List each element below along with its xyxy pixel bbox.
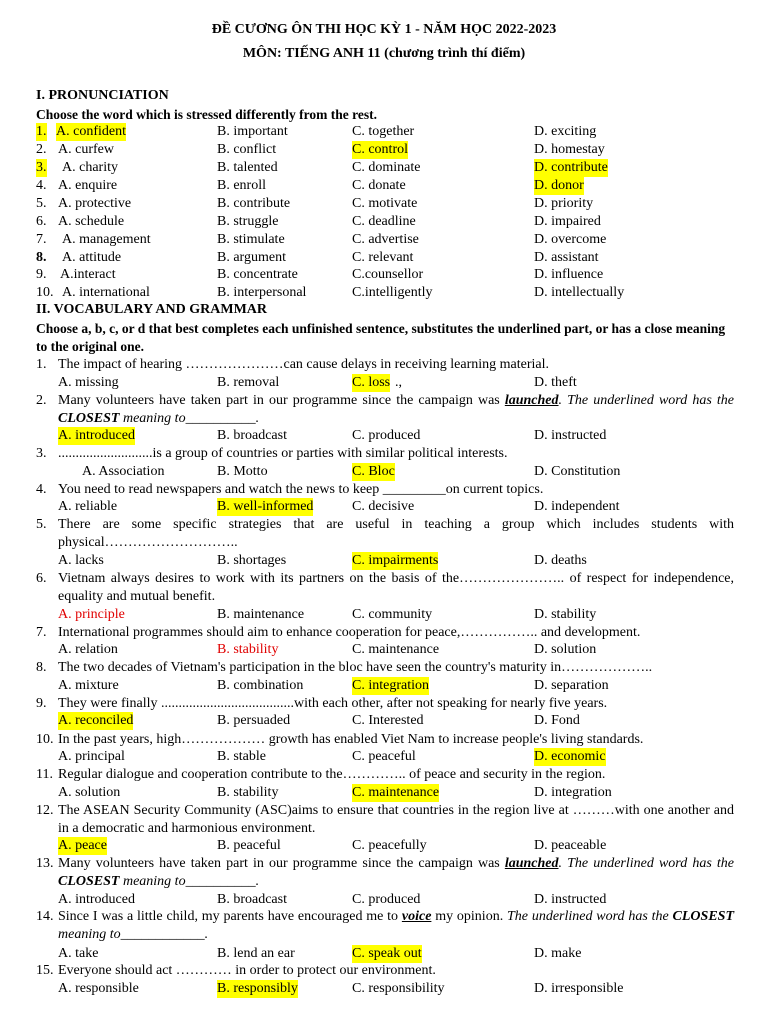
- option-b: B. important: [217, 124, 288, 139]
- option-a: A. reconciled: [58, 713, 134, 728]
- option-c: C. peacefully: [352, 838, 427, 853]
- option-b: B. struggle: [217, 214, 279, 229]
- option-d: D. solution: [534, 642, 597, 657]
- section-heading: II. VOCABULARY AND GRAMMAR: [36, 302, 268, 317]
- document-subtitle: MÔN: TIẾNG ANH 11 (chương trình thí điểm): [242, 46, 526, 61]
- options-row: [0, 677, 768, 695]
- question-text: You need to read newspapers and watch the news to keep _________on current topics.: [58, 482, 544, 497]
- option-d: D. stability: [534, 607, 597, 622]
- option-c: C. decisive: [352, 499, 415, 514]
- option-a: A. international: [62, 285, 150, 300]
- option-b: B. shortages: [217, 553, 287, 568]
- pron-row: [0, 177, 768, 195]
- question-text: The two decades of Vietnam's participation in the bloc have seen the country's maturity in………………..: [58, 660, 653, 675]
- question-text: . The underlined word has the: [558, 856, 734, 871]
- underlined-word: launched: [504, 856, 559, 871]
- option-c: C. peaceful: [352, 749, 416, 764]
- question-text: Regular dialogue and cooperation contribute to the………….. of peace and security in the region.: [58, 767, 606, 782]
- option-c: C. motivate: [352, 196, 418, 211]
- question-emphasis: CLOSEST: [58, 411, 120, 426]
- option-a: A. take: [58, 946, 99, 961]
- section-instruction: Choose the word which is stressed differently from the rest.: [36, 107, 377, 122]
- options-row: [0, 552, 768, 570]
- option-d: D. overcome: [534, 232, 607, 247]
- question-text: ...........................is a group of countries or parties with similar political interests.: [58, 446, 508, 461]
- option-a: A. curfew: [58, 142, 114, 157]
- option-a: A. introduced: [58, 892, 135, 907]
- option-c: C. donate: [352, 178, 406, 193]
- option-a: A. peace: [58, 838, 107, 853]
- options-row: [0, 784, 768, 802]
- option-b: B. conflict: [217, 142, 277, 157]
- option-b: B. stable: [217, 749, 266, 764]
- option-c: C.counsellor: [352, 267, 424, 282]
- option-b: B. maintenance: [217, 607, 305, 622]
- section-instruction: Choose a, b, c, or d that best completes each unfinished sentence, substitutes the underlined part, or has a close meaning to the original one.: [36, 321, 726, 354]
- question: [36, 392, 734, 428]
- question-number: 15.: [36, 963, 54, 978]
- question: [36, 731, 734, 749]
- question-text: my opinion.: [431, 909, 508, 924]
- option-c: C.intelligently: [352, 285, 433, 300]
- option-d: D. assistant: [534, 250, 599, 265]
- option-a: A. reliable: [58, 499, 118, 514]
- options-row: [0, 427, 768, 445]
- question-number: 9.: [36, 696, 47, 711]
- option-a: A. confident: [56, 124, 126, 139]
- option-a: A. responsible: [58, 981, 139, 996]
- question-text: Vietnam always desires to work with its partners on the basis of the………………….. of respect for independence, equality and mutual benefit.: [58, 571, 734, 604]
- question: [36, 445, 734, 463]
- item-number: 8.: [36, 250, 47, 265]
- option-d: D. Fond: [534, 713, 580, 728]
- option-c: C. impairments: [352, 553, 439, 568]
- option-c: C. Bloc: [352, 464, 395, 479]
- options-row: [0, 463, 768, 481]
- item-number: 2.: [36, 142, 47, 157]
- option-a: A. mixture: [58, 678, 119, 693]
- option-d: D. priority: [534, 196, 594, 211]
- option-d: D. instructed: [534, 428, 607, 443]
- option-c: C. loss: [352, 375, 391, 390]
- option-b: B. lend an ear: [217, 946, 295, 961]
- option-b: B. stimulate: [217, 232, 285, 247]
- option-b: B. stability: [217, 642, 279, 657]
- option-c: C. integration: [352, 678, 429, 693]
- option-c: C. community: [352, 607, 433, 622]
- option-d: D. homestay: [534, 142, 605, 157]
- option-b: B. concentrate: [217, 267, 298, 282]
- option-d: D. exciting: [534, 124, 597, 139]
- option-a: A. schedule: [58, 214, 125, 229]
- question-number: 2.: [36, 393, 47, 408]
- option-d: D. impaired: [534, 214, 601, 229]
- option-c: C. Interested: [352, 713, 424, 728]
- document-title: ĐỀ CƯƠNG ÔN THI HỌC KỲ 1 - NĂM HỌC 2022-2023: [211, 22, 557, 37]
- question-text: meaning to____________.: [58, 927, 209, 942]
- option-d: D. deaths: [534, 553, 587, 568]
- question-number: 4.: [36, 482, 47, 497]
- underlined-word: launched: [504, 393, 559, 408]
- question-text: . The underlined word has the: [558, 393, 734, 408]
- question-number: 3.: [36, 446, 47, 461]
- question: [36, 516, 734, 552]
- option-b: B. well-informed: [217, 499, 314, 514]
- question-number: 11.: [36, 767, 53, 782]
- option-c: C. maintenance: [352, 642, 440, 657]
- option-a: A. charity: [62, 160, 118, 175]
- option-b: B. enroll: [217, 178, 266, 193]
- options-row: A. missing B. removal C. loss ., D. theft: [58, 375, 577, 390]
- question-number: 8.: [36, 660, 47, 675]
- question: [36, 962, 734, 980]
- option-b: B. broadcast: [217, 428, 287, 443]
- option-a: A.interact: [60, 267, 116, 282]
- item-number: 10.: [36, 285, 54, 300]
- option-c: C. deadline: [352, 214, 416, 229]
- option-c: C. produced: [352, 428, 421, 443]
- question-text: meaning to__________.: [119, 874, 260, 889]
- question-text: Many volunteers have taken part in our programme since the campaign was: [58, 856, 505, 871]
- option-a: A. solution: [58, 785, 121, 800]
- option-b: B. talented: [217, 160, 278, 175]
- question-number: 6.: [36, 571, 47, 586]
- item-number: 5.: [36, 196, 47, 211]
- option-b: B. argument: [217, 250, 286, 265]
- options-row: [0, 641, 768, 659]
- option-c: C. speak out: [352, 946, 422, 961]
- question: [36, 570, 734, 606]
- pron-row: [0, 213, 768, 231]
- pron-row: [0, 284, 768, 302]
- question-text: There are some specific strategies that are useful in teaching a group which includes students with physical………………………..: [58, 517, 734, 550]
- question: [36, 695, 734, 713]
- option-a: A. lacks: [58, 553, 104, 568]
- question-text: In the past years, high……………… growth has enabled Viet Nam to increase people's living standards.: [58, 732, 644, 747]
- question-text: International programmes should aim to enhance cooperation for peace,…………….. and development.: [58, 625, 641, 640]
- option-d: D. contribute: [534, 160, 608, 175]
- question-text: Since I was a little child, my parents have encouraged me to: [58, 909, 402, 924]
- option-b: B. broadcast: [217, 892, 287, 907]
- question-text: They were finally ......................................with each other, after not speaking for nearly five years.: [58, 696, 608, 711]
- question-text: The ASEAN Security Community (ASC)aims to ensure that countries in the region live at ………with one another and in a democratic and harmonious environment.: [58, 803, 734, 836]
- option-b: B. stability: [217, 785, 279, 800]
- option-c: C. maintenance: [352, 785, 440, 800]
- options-row: [0, 837, 768, 855]
- option-a: A. relation: [58, 642, 118, 657]
- options-row: [0, 606, 768, 624]
- option-d: D. peaceable: [534, 838, 607, 853]
- pron-row: [0, 195, 768, 213]
- options-row: [0, 712, 768, 730]
- option-d: D. Constitution: [534, 464, 621, 479]
- question-number: 5.: [36, 517, 47, 532]
- option-b: B. peaceful: [217, 838, 281, 853]
- question-text: The underlined word has the: [507, 909, 673, 924]
- option-d: D. separation: [534, 678, 609, 693]
- option-c: C. responsibility: [352, 981, 445, 996]
- option-d: D. independent: [534, 499, 620, 514]
- option-b: B. Motto: [217, 464, 268, 479]
- section-heading: I. PRONUNCIATION: [36, 88, 169, 103]
- item-number: 7.: [36, 232, 47, 247]
- question-number: 10.: [36, 732, 54, 747]
- question: [36, 624, 734, 642]
- option-c: C. relevant: [352, 250, 414, 265]
- options-row: [0, 748, 768, 766]
- item-number: 4.: [36, 178, 47, 193]
- option-a: A. Association: [82, 464, 165, 479]
- option-b: B. contribute: [217, 196, 291, 211]
- option-a: A. principal: [58, 749, 125, 764]
- option-d: D. donor: [534, 178, 584, 193]
- question: [36, 802, 734, 838]
- question: [36, 766, 734, 784]
- option-b: B. responsibly: [217, 981, 298, 996]
- option-d: D. influence: [534, 267, 604, 282]
- option-a: A. missing: [58, 375, 119, 390]
- option-c: C. advertise: [352, 232, 419, 247]
- question-text: meaning to__________.: [119, 411, 260, 426]
- pron-row: [0, 123, 768, 141]
- question: [36, 659, 734, 677]
- option-a: A. attitude: [62, 250, 122, 265]
- question-emphasis: CLOSEST: [672, 909, 735, 924]
- options-row: [0, 891, 768, 909]
- question-text: Many volunteers have taken part in our programme since the campaign was: [58, 393, 505, 408]
- option-c: C. control: [352, 142, 408, 157]
- option-a: A. introduced: [58, 428, 135, 443]
- options-row: [0, 498, 768, 516]
- option-a: A. protective: [58, 196, 132, 211]
- question: [36, 908, 734, 944]
- item-number: 3.: [36, 160, 47, 175]
- option-a: A. enquire: [58, 178, 118, 193]
- option-d: D. instructed: [534, 892, 607, 907]
- question-text: Everyone should act ………… in order to protect our environment.: [58, 963, 436, 978]
- option-c: C. dominate: [352, 160, 421, 175]
- underlined-word: voice: [401, 909, 432, 924]
- options-row: [0, 980, 768, 998]
- item-number: 1.: [36, 124, 47, 139]
- option-a: A. principle: [58, 607, 125, 622]
- question: [36, 356, 734, 374]
- pron-row: [0, 141, 768, 159]
- pron-row: [0, 159, 768, 177]
- pron-row: [0, 266, 768, 284]
- option-b: B. persuaded: [217, 713, 291, 728]
- options-row: [0, 945, 768, 963]
- option-b: B. removal: [217, 375, 280, 390]
- option-b: B. interpersonal: [217, 285, 307, 300]
- item-number: 9.: [36, 267, 47, 282]
- question-number: 12.: [36, 803, 54, 818]
- item-number: 6.: [36, 214, 47, 229]
- option-b: B. combination: [217, 678, 304, 693]
- question-text: The impact of hearing …………………can cause delays in receiving learning material.: [58, 357, 549, 372]
- question: [36, 481, 734, 499]
- option-d: D. intellectually: [534, 285, 625, 300]
- question-emphasis: CLOSEST: [58, 874, 120, 889]
- question: [36, 855, 734, 891]
- question-number: 7.: [36, 625, 47, 640]
- question-number: 1.: [36, 357, 47, 372]
- question-number: 13.: [36, 856, 54, 871]
- option-d: D. make: [534, 946, 582, 961]
- option-d: D. economic: [534, 749, 606, 764]
- option-d: D. irresponsible: [534, 981, 624, 996]
- option-c: C. produced: [352, 892, 421, 907]
- pron-row: [0, 249, 768, 267]
- option-d: D. theft: [534, 375, 577, 390]
- option-c: C. together: [352, 124, 415, 139]
- question-number: 14.: [36, 909, 54, 924]
- option-a: A. management: [62, 232, 151, 247]
- option-d: D. integration: [534, 785, 612, 800]
- pron-row: [0, 231, 768, 249]
